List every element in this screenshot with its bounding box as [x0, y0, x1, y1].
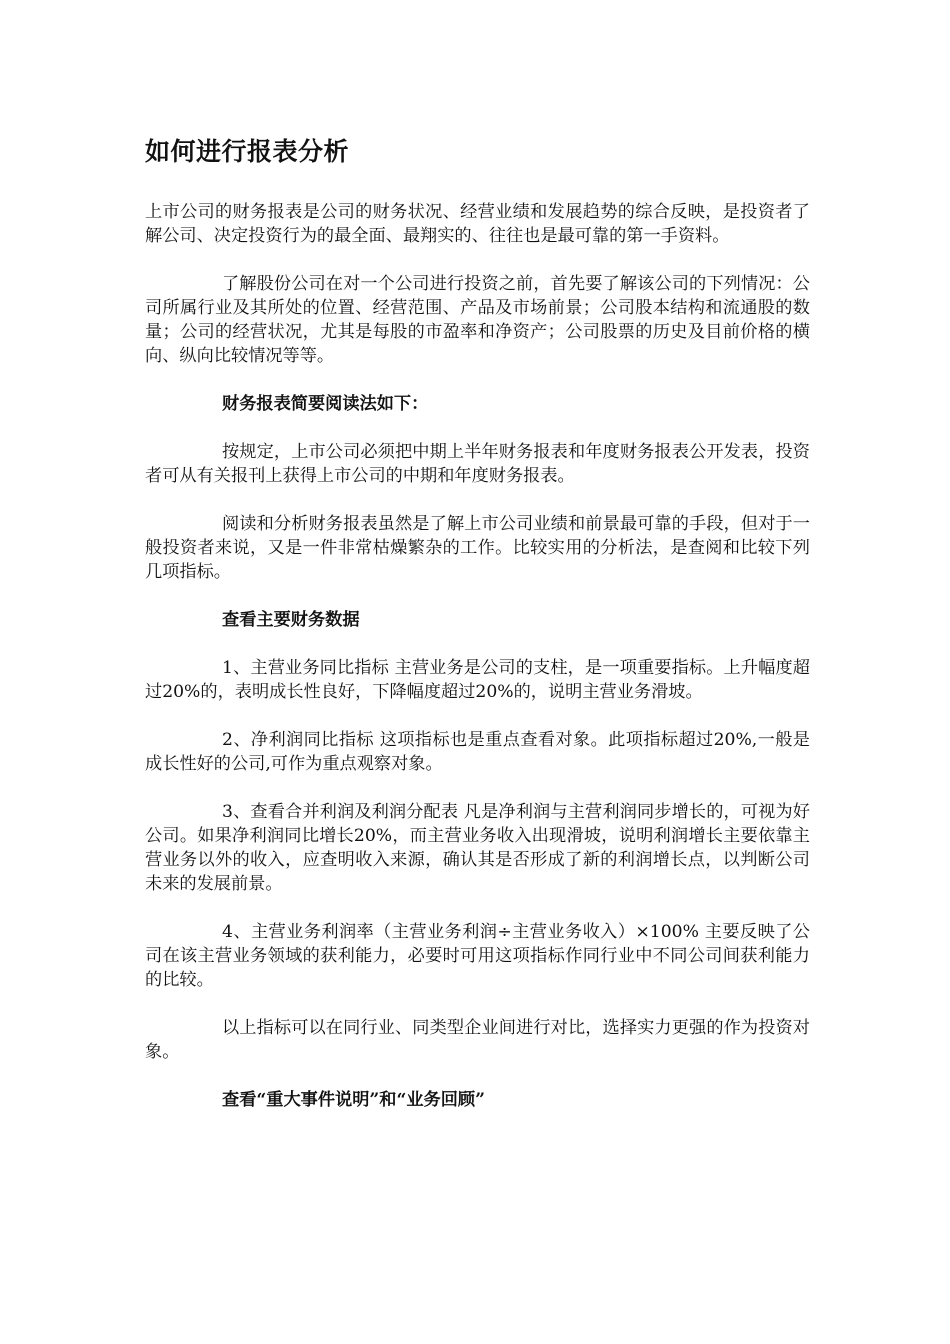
analysis-paragraph: 阅读和分析财务报表虽然是了解上市公司业绩和前景最可靠的手段，但对于一般投资者来说，又是一件非常枯燥繁杂的工作。比较实用的分析法，是查阅和比较下列几项指标。	[145, 514, 810, 582]
company-info-paragraph: 了解股份公司在对一个公司进行投资之前，首先要了解该公司的下列情况：公司所属行业及其所处的位置、经营范围、产品及市场前景；公司股本结构和流通股的数量；公司的经营状况，尤其是每股的市盈率和净资产；公司股票的历史及目前价格的横向、纵向比较情况等等。	[145, 274, 810, 366]
intro-paragraph: 上市公司的财务报表是公司的财务状况、经营业绩和发展趋势的综合反映，是投资者了解公司、决定投资行为的最全面、最翔实的、往往也是最可靠的第一手资料。	[145, 202, 810, 246]
regulation-paragraph: 按规定，上市公司必须把中期上半年财务报表和年度财务报表公开发表，投资者可从有关报刊上获得上市公司的中期和年度财务报表。	[145, 442, 810, 486]
section-heading-main-financial-data: 查看主要财务数据	[222, 610, 360, 630]
section-heading-major-events: 查看“重大事件说明”和“业务回顾”	[222, 1090, 485, 1110]
section-heading-reading-method: 财务报表简要阅读法如下：	[222, 394, 429, 414]
indicator-item-2: 2、净利润同比指标 这项指标也是重点查看对象。此项指标超过20%,一般是成长性好的公司,可作为重点观察对象。	[145, 730, 810, 774]
document-title: 如何进行报表分析	[145, 137, 350, 166]
document-page	[145, 128, 810, 1136]
indicator-item-4: 4、主营业务利润率（主营业务利润÷主营业务收入）×100% 主要反映了公司在该主营业务领域的获利能力，必要时可用这项指标作同行业中不同公司间获利能力的比较。	[145, 922, 810, 990]
comparison-paragraph: 以上指标可以在同行业、同类型企业间进行对比，选择实力更强的作为投资对象。	[145, 1018, 810, 1062]
indicator-item-3: 3、查看合并利润及利润分配表 凡是净利润与主营利润同步增长的，可视为好公司。如果净利润同比增长20%，而主营业务收入出现滑坡，说明利润增长主要依靠主营业务以外的收入，应查明收入来源，确认其是否形成了新的利润增长点，以判断公司未来的发展前景。	[145, 802, 810, 894]
indicator-item-1: 1、主营业务同比指标 主营业务是公司的支柱，是一项重要指标。上升幅度超过20%的，表明成长性良好，下降幅度超过20%的，说明主营业务滑坡。	[145, 658, 810, 702]
